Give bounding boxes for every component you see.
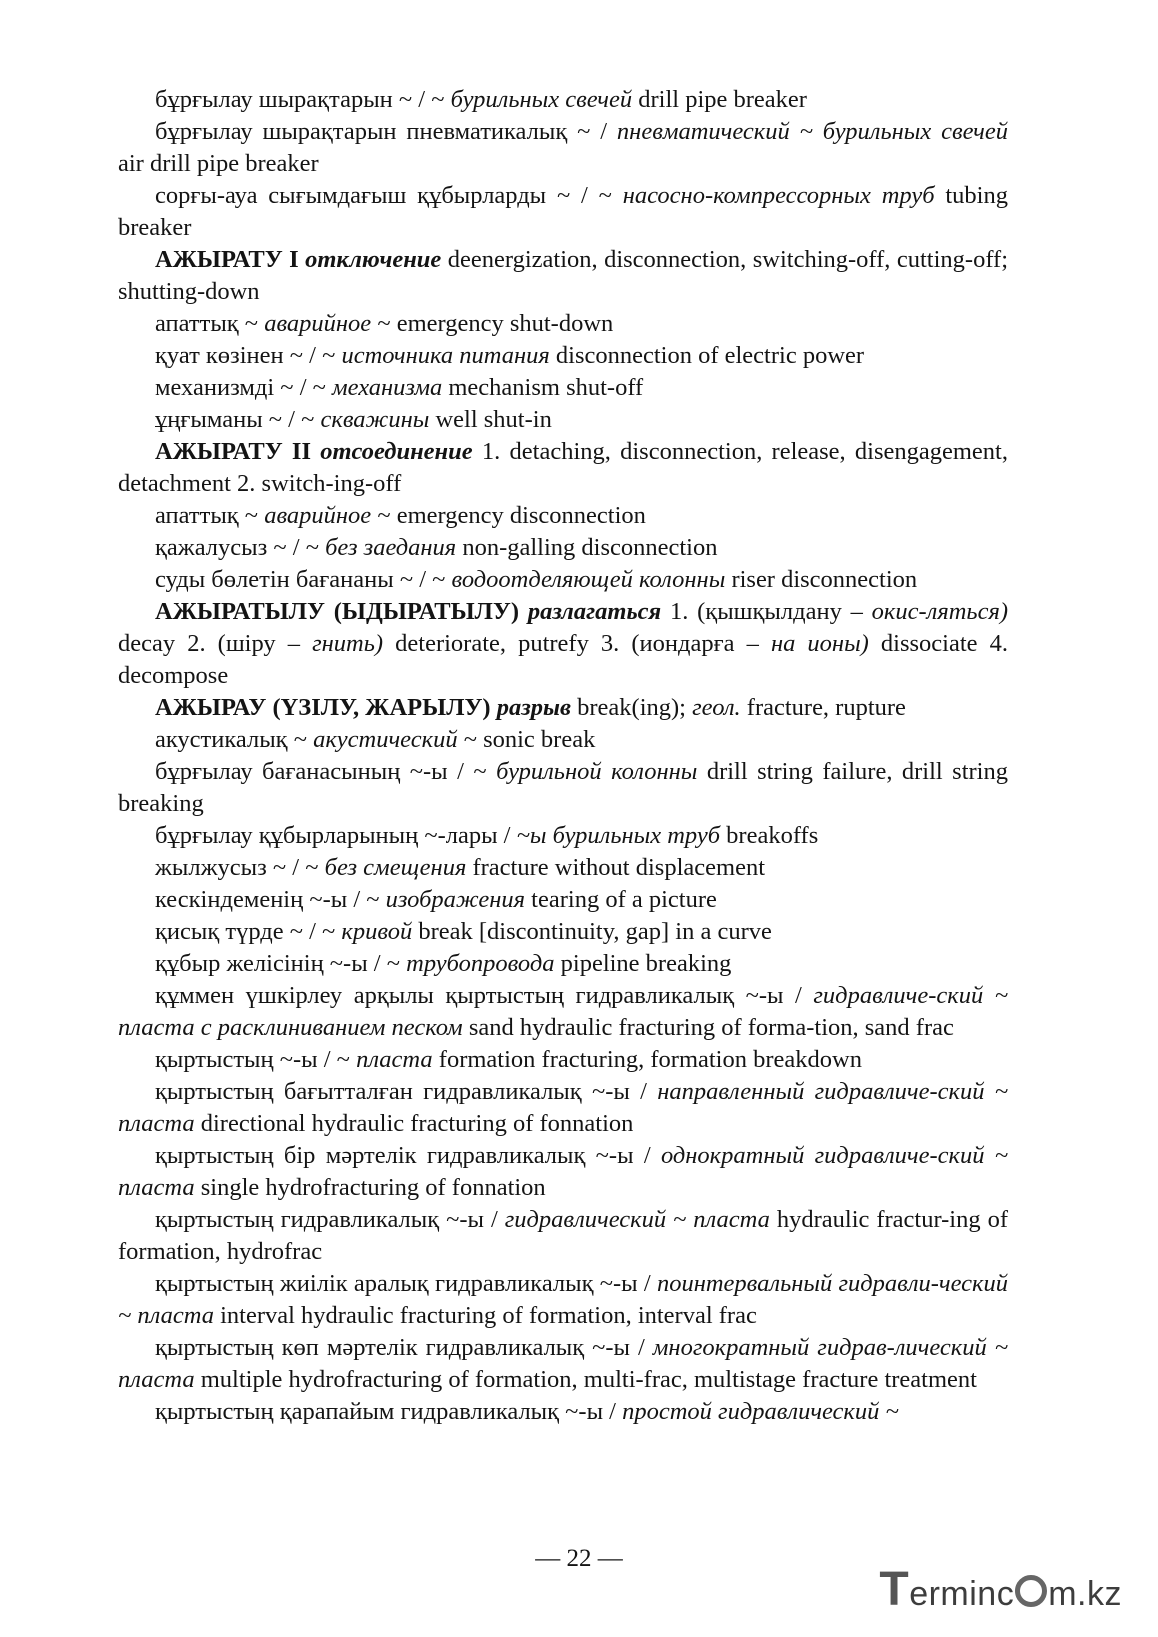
entry-text: қисық түрде ~ / ~ xyxy=(155,918,342,945)
entry-text: tubing breaker xyxy=(118,182,1008,241)
entry-text: суды бөлетін бағананы ~ / ~ xyxy=(155,566,452,593)
entry-text: mechanism shut-off xyxy=(442,374,644,401)
entry-text: қажалусыз ~ / ~ xyxy=(155,534,326,561)
dictionary-entry xyxy=(118,1332,1008,1396)
dictionary-entry xyxy=(118,1044,1008,1076)
entry-headword: АЖЫРАТУ I xyxy=(155,246,306,273)
dictionary-entry xyxy=(118,980,1008,1044)
entry-text: formation fracturing, formation breakdown xyxy=(432,1046,862,1073)
entry-text: drill string failure, drill string breaking xyxy=(118,758,1008,817)
entry-text: ~ emergency shut-down xyxy=(371,310,614,337)
dictionary-entry xyxy=(118,500,1008,532)
russian-term: пневматический ~ бурильных свечей xyxy=(616,118,1008,145)
entry-text: well shut-in xyxy=(429,406,552,433)
entry-text: 1. detaching, disconnection, release, disengagement, detachment 2. switch-ing-off xyxy=(118,438,1008,497)
entry-text: акустикалық ~ xyxy=(155,726,314,753)
dictionary-entry xyxy=(118,1140,1008,1204)
entry-headword: АЖЫРАУ (ҮЗІЛУ, ЖАРЫЛУ) xyxy=(155,694,497,721)
russian-term: скважины xyxy=(320,406,430,433)
entry-text: кескіндеменің ~-ы / ~ xyxy=(155,886,386,913)
russian-term: геол. xyxy=(692,694,741,721)
entry-text: қыртыстың гидравликалық ~-ы / xyxy=(155,1206,505,1233)
entry-headword: отключение xyxy=(305,246,442,273)
entry-text: interval hydraulic fracturing of formation, interval frac xyxy=(213,1302,757,1329)
russian-term: изображения xyxy=(385,886,526,913)
entry-text: құбыр желісінің ~-ы / ~ xyxy=(155,950,407,977)
entry-text: break [discontinuity, gap] in a curve xyxy=(412,918,772,945)
entry-text: қыртыстың бір мәртелік гидравликалық ~-ы / xyxy=(155,1142,661,1169)
dictionary-entry xyxy=(118,1076,1008,1140)
russian-term: механизма xyxy=(332,374,443,401)
entry-text: single hydrofracturing of fonnation xyxy=(194,1174,546,1201)
dictionary-entry xyxy=(118,180,1008,244)
dictionary-entry xyxy=(118,244,1008,308)
entry-headword: отсоединение xyxy=(320,438,473,465)
entry-text: dissociate 4. decompose xyxy=(118,630,1008,689)
dictionary-entry xyxy=(118,372,1008,404)
russian-term: водоотделяющей колонны xyxy=(451,566,726,593)
entry-text: бұрғылау бағанасының ~-ы / ~ xyxy=(155,758,497,785)
entry-text: бұрғылау шырақтарын ~ / ~ xyxy=(155,86,451,113)
entry-text: апаттық ~ xyxy=(155,502,265,529)
russian-term: аварийное xyxy=(264,502,372,529)
entry-text: deteriorate, putrefy 3. (иондарға – xyxy=(383,630,771,657)
entry-text: бұрғылау құбырларының ~-лары / xyxy=(155,822,517,849)
entry-text: 1. (қышқылдану – xyxy=(661,598,872,625)
dictionary-entry xyxy=(118,340,1008,372)
dictionary-entry xyxy=(118,596,1008,692)
entry-text: құммен үшкірлеу арқылы қыртыстың гидравликалық ~-ы / xyxy=(155,982,814,1009)
entry-text: hydraulic fractur-ing of formation, hydrofrac xyxy=(118,1206,1008,1265)
dictionary-entry xyxy=(118,884,1008,916)
entry-text: механизмді ~ / ~ xyxy=(155,374,333,401)
entry-headword: АЖЫРАТУ II xyxy=(155,438,321,465)
dictionary-entry xyxy=(118,852,1008,884)
dictionary-entry xyxy=(118,564,1008,596)
entry-text: fracture without displacement xyxy=(466,854,765,881)
dictionary-entry xyxy=(118,724,1008,756)
dictionary-entry xyxy=(118,916,1008,948)
entry-headword: АЖЫРАТЫЛУ (ЫДЫРАТЫЛУ) xyxy=(155,598,528,625)
entry-text: қуат көзінен ~ / ~ xyxy=(155,342,342,369)
dictionary-entry xyxy=(118,404,1008,436)
dictionary-entry xyxy=(118,756,1008,820)
russian-term: трубопровода xyxy=(406,950,555,977)
russian-term: на ионы) xyxy=(770,630,869,657)
russian-term: гидравлический ~ пласта xyxy=(504,1206,770,1233)
russian-term: направленный гидравличе-ский ~ пласта xyxy=(118,1078,1008,1137)
entry-text: tearing of a picture xyxy=(525,886,717,913)
russian-term: источника питания xyxy=(341,342,550,369)
russian-term: без заедания xyxy=(325,534,457,561)
russian-term: ~ы бурильных труб xyxy=(516,822,721,849)
dictionary-entry xyxy=(118,436,1008,500)
russian-term: пласта xyxy=(356,1046,433,1073)
dictionary-entry xyxy=(118,1396,1008,1428)
entry-headword: разрыв xyxy=(496,694,571,721)
entry-text: қыртыстың жиілік аралық гидравликалық ~-ы / xyxy=(155,1270,657,1297)
entry-text: break(ing); xyxy=(571,694,693,721)
entry-text: non-galling disconnection xyxy=(456,534,718,561)
entry-text: қыртыстың қарапайым гидравликалық ~-ы / xyxy=(155,1398,623,1425)
russian-term: простой гидравлический ~ xyxy=(622,1398,899,1425)
entry-text: қыртыстың бағытталған гидравликалық ~-ы / xyxy=(155,1078,658,1105)
russian-term: многократный гидрав-лический ~ пласта xyxy=(118,1334,1008,1393)
entry-text: жылжусыз ~ / ~ xyxy=(155,854,325,881)
dictionary-entry xyxy=(118,948,1008,980)
entry-text: ұңғыманы ~ / ~ xyxy=(155,406,321,433)
russian-term: аварийное xyxy=(264,310,372,337)
entry-text: сорғы-ауа сығымдағыш құбырларды ~ / ~ xyxy=(155,182,623,209)
russian-term: однократный гидравличе-ский ~ пласта xyxy=(118,1142,1008,1201)
russian-term: насосно-компрессорных труб xyxy=(622,182,935,209)
dictionary-entry xyxy=(118,116,1008,180)
dictionary-entry xyxy=(118,820,1008,852)
russian-term: бурильной колонны xyxy=(496,758,698,785)
entry-text: sand hydraulic fracturing of forma-tion, sand frac xyxy=(462,1014,954,1041)
entry-text: pipeline breaking xyxy=(554,950,732,977)
russian-term: без смещения xyxy=(324,854,467,881)
russian-term: поинтервальный гидравли-ческий ~ пласта xyxy=(118,1270,1008,1329)
entry-text: апаттық ~ xyxy=(155,310,265,337)
dictionary-entry xyxy=(118,84,1008,116)
entry-text: fracture, rupture xyxy=(740,694,906,721)
entry-headword: разлагаться xyxy=(527,598,662,625)
termincom-logo: Terminc m.kz xyxy=(879,1563,1122,1616)
dictionary-entry xyxy=(118,692,1008,724)
entry-text: ~ emergency disconnection xyxy=(371,502,646,529)
entry-text: breakoffs xyxy=(720,822,819,849)
entry-text: ~ sonic break xyxy=(457,726,596,753)
dictionary-page xyxy=(118,84,1008,1428)
entry-text: disconnection of electric power xyxy=(549,342,865,369)
dictionary-entry xyxy=(118,308,1008,340)
russian-term: гидравличе-ский ~ пласта с расклиниванием песком xyxy=(118,982,1008,1041)
dictionary-entry xyxy=(118,532,1008,564)
russian-term: кривой xyxy=(341,918,413,945)
entry-text: decay 2. (шіру – xyxy=(118,630,313,657)
entry-text: қыртыстың көп мәртелік гидравликалық ~-ы / xyxy=(155,1334,653,1361)
entry-text: air drill pipe breaker xyxy=(118,150,319,177)
logo-o-ring xyxy=(1015,1575,1047,1607)
entry-text: drill pipe breaker xyxy=(632,86,807,113)
dictionary-entry xyxy=(118,1268,1008,1332)
dictionary-entry xyxy=(118,1204,1008,1268)
entry-text: multiple hydrofracturing of formation, multi-frac, multistage fracture treatment xyxy=(194,1366,977,1393)
entry-text: deenergization, disconnection, switching-off, cutting-off; shutting-down xyxy=(118,246,1009,305)
russian-term: окис-ляться) xyxy=(871,598,1008,625)
russian-term: бурильных свечей xyxy=(450,86,633,113)
entry-text: riser disconnection xyxy=(725,566,918,593)
entry-text: қыртыстың ~-ы / ~ xyxy=(155,1046,357,1073)
russian-term: гнить) xyxy=(312,630,384,657)
page-number: — 22 — xyxy=(535,1545,623,1572)
entry-text: бұрғылау шырақтарын пневматикалық ~ / xyxy=(155,118,617,145)
russian-term: акустический xyxy=(313,726,458,753)
entry-text: directional hydraulic fracturing of fonnation xyxy=(194,1110,634,1137)
